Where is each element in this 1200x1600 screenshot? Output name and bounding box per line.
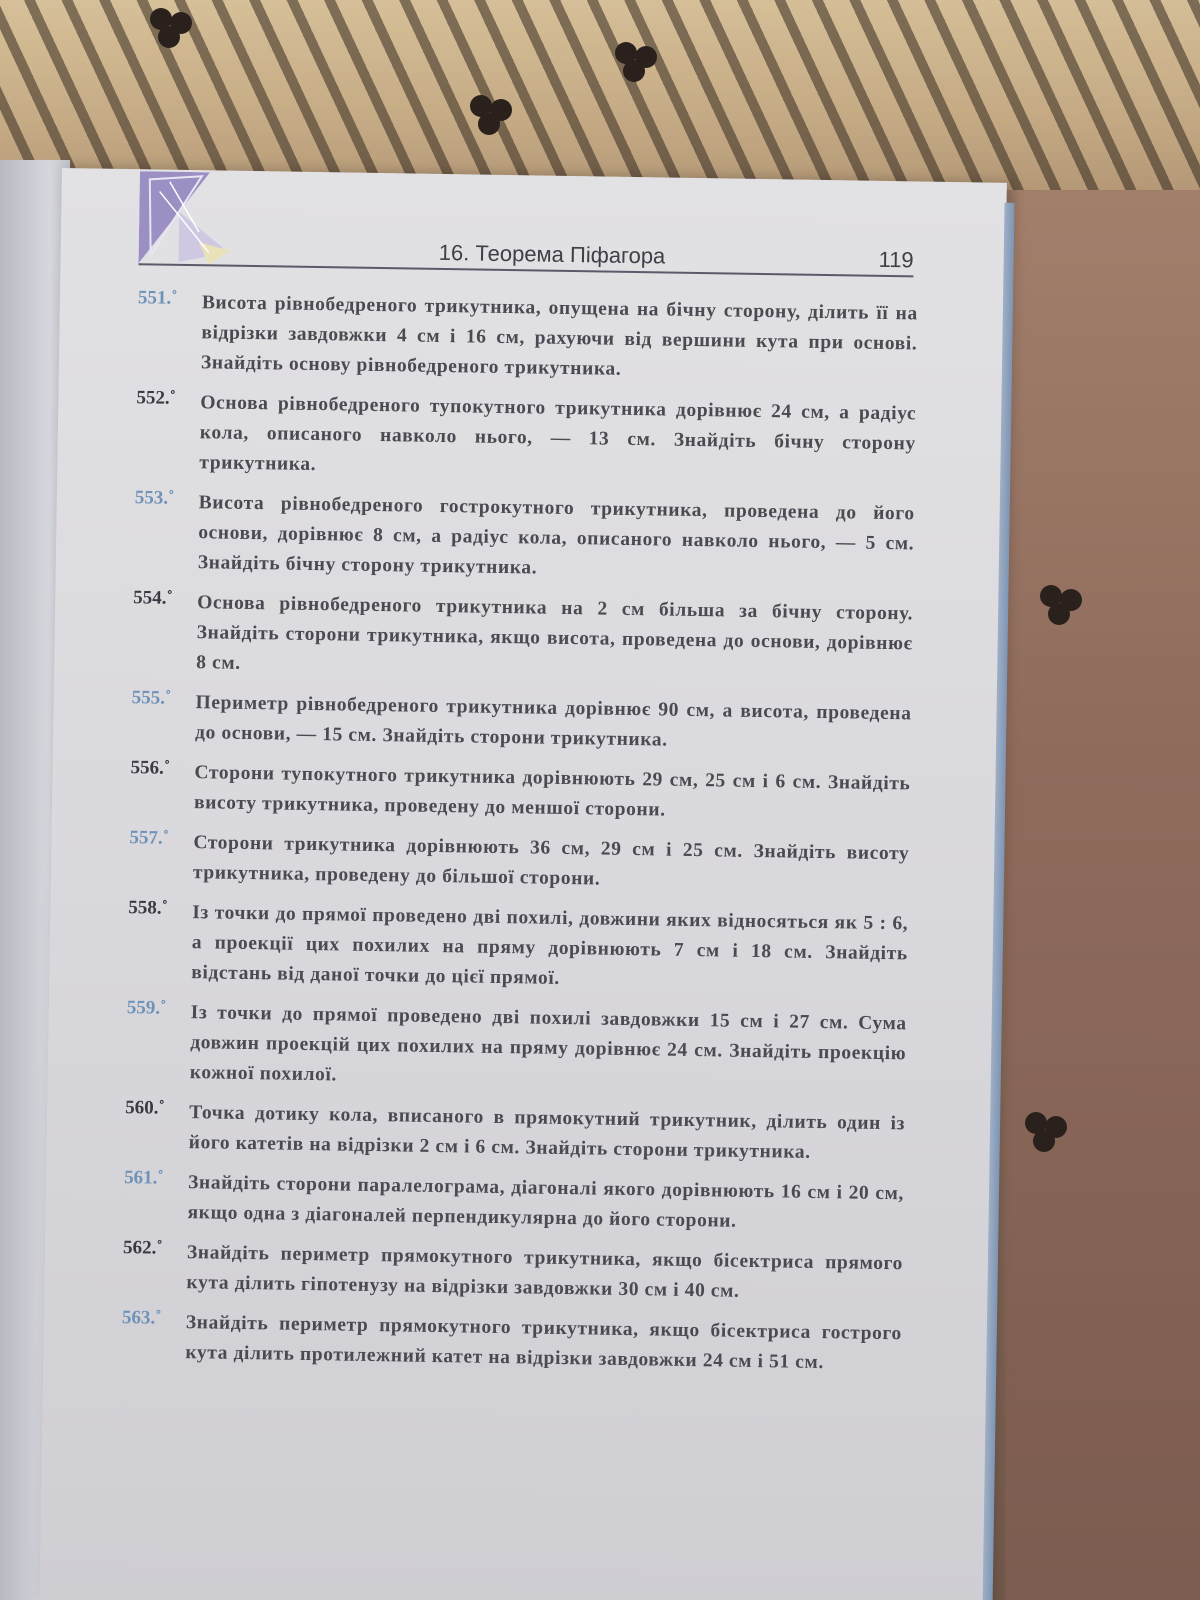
problem-item xyxy=(131,687,912,759)
problem-number: 553.˚ xyxy=(134,487,175,509)
problem-item xyxy=(137,287,918,389)
problem-item xyxy=(123,1167,904,1239)
problem-text: Основа рівнобедреного тупокутного трикутника дорівнює 24 см, а радіус кола, описаного навколо нього, — 13 см. Знайдіть бічну сторону трикутника. xyxy=(199,392,917,476)
problem-number: 562.˚ xyxy=(122,1237,163,1259)
problem-number: 561.˚ xyxy=(123,1167,164,1189)
problem-text: Знайдіть сторони паралелограма, діагоналі якого дорівнюють 16 см і 20 см, якщо одна з діагоналей перпендикулярна до його сторони. xyxy=(187,1172,905,1232)
problem-item xyxy=(129,827,910,899)
problem-number: 551.˚ xyxy=(137,287,178,309)
problem-number: 552.˚ xyxy=(136,387,177,409)
problem-text: Точка дотику кола, вписаного в прямокутний трикутник, ділить один із його катетів на відрізки 2 см і 6 см. Знайдіть сторони трикутника. xyxy=(188,1102,906,1163)
problem-item xyxy=(130,757,911,829)
problem-item xyxy=(126,997,907,1099)
problem-item xyxy=(132,587,913,689)
problem-number: 563.˚ xyxy=(121,1307,162,1329)
problem-text: Периметр рівнобедреного трикутника дорівнює 90 см, а висота, проведена до основи, — 15 см. Знайдіть сторони трикутника. xyxy=(194,692,912,751)
problem-text: Висота рівнобедреного гострокутного трикутника, проведена до його основи, дорівнює 8 см, а радіус кола, описаного навколо нього, — 5 см. Знайдіть бічну сторону трикутника. xyxy=(197,492,915,579)
problem-text: Знайдіть периметр прямокутного трикутника, якщо бісектриса прямого кута ділить гіпотенузу на відрізки завдовжки 30 см і 40 см. xyxy=(186,1242,904,1302)
problem-item xyxy=(121,1307,902,1379)
textbook-page xyxy=(40,168,1007,1600)
problem-number: 560.˚ xyxy=(125,1097,165,1119)
problem-number: 556.˚ xyxy=(130,757,171,779)
problem-number: 554.˚ xyxy=(133,587,173,609)
problem-number: 558.˚ xyxy=(128,897,169,919)
problem-number: 557.˚ xyxy=(129,827,170,849)
section-title: 16. Теорема Піфагора xyxy=(438,239,666,269)
running-head xyxy=(138,229,913,277)
problem-text: Основа рівнобедреного трикутника на 2 см більша за бічну сторону. Знайдіть сторони трикутника, якщо висота, проведена до основи, дорівнює 8 см. xyxy=(196,592,914,674)
problem-list xyxy=(121,287,918,1389)
problem-text: Знайдіть периметр прямокутного трикутника, якщо бісектриса гострого кута ділить протилежний катет на відрізки завдовжки 24 см і 51 см. xyxy=(185,1312,902,1374)
problem-number: 559.˚ xyxy=(126,997,167,1019)
problem-number: 555.˚ xyxy=(131,687,172,709)
problem-item xyxy=(122,1237,903,1309)
problem-text: Із точки до прямої проведено дві похилі завдовжки 15 см і 27 см. Сума довжин проекцій цих похилих на пряму дорівнює 24 см. Знайдіть проекцію кожної похилої. xyxy=(189,1002,907,1086)
page-number: 119 xyxy=(878,246,914,273)
problem-item xyxy=(127,897,908,999)
problem-text: Сторони тупокутного трикутника дорівнюють 29 см, 25 см і 6 см. Знайдіть висоту трикутника, проведену до меншої сторони. xyxy=(193,762,911,821)
problem-item xyxy=(134,487,915,589)
problem-item xyxy=(135,387,916,489)
problem-item xyxy=(124,1097,905,1169)
fabric-background-right xyxy=(1005,190,1200,1600)
problem-text: Висота рівнобедреного трикутника, опущена на бічну сторону, ділить її на відрізки завдовжки 4 см і 16 см, рахуючи від вершини кута при основі. Знайдіть основу рівнобедреного трикутника. xyxy=(200,292,918,380)
problem-text: Сторони трикутника дорівнюють 36 см, 29 см і 25 см. Знайдіть висоту трикутника, проведену до більшої сторони. xyxy=(192,832,910,890)
problem-text: Із точки до прямої проведено дві похилі, довжини яких відносяться як 5 : 6, а проекції цих похилих на пряму дорівнюють 7 см і 18 см. Знайдіть відстань від даної точки до цієї прямої. xyxy=(191,902,909,989)
